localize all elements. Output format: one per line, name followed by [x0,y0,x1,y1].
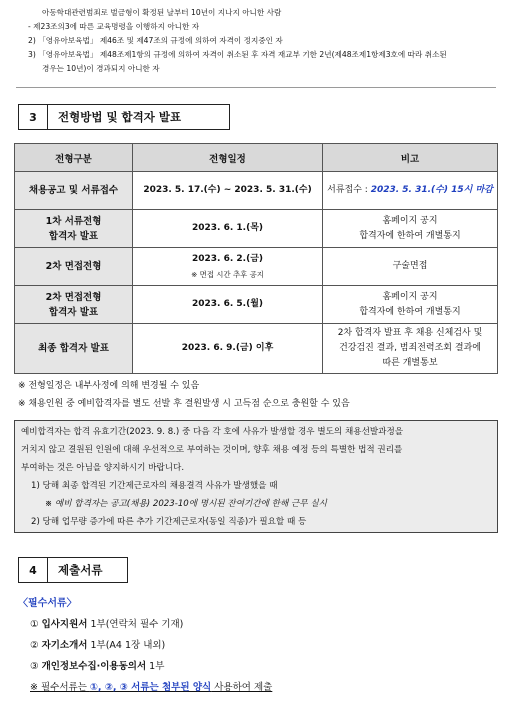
box-line: ※ 예비 합격자는 공고(채용) 2023-10에 명시된 잔여기간에 한해 근무 실시 [45,499,327,509]
list-item [30,656,272,677]
table-cell [323,210,498,248]
table-cell [15,210,133,248]
table-row [15,248,498,286]
table-cell: 2023. 6. 5.(월) [133,286,323,324]
divider [16,87,496,88]
section-number: 3 [18,104,48,130]
section-4-header [18,557,128,583]
note-emph: ①, ②, ③ 서류는 첨부된 양식 [89,682,212,693]
box-line: 1) 당해 최종 합격된 기간제근로자의 채용결격 사유가 발생했을 때 [31,481,278,491]
note-part: ※ 필수서류는 [30,682,90,693]
item-desc: 1부 [146,661,165,672]
column-header: 전형일정 [133,144,323,172]
item-name: 입사지원서 [41,619,88,630]
required-docs-note [30,677,272,698]
table-cell: 채용공고 및 서류접수 [15,172,133,210]
table-row [15,324,498,374]
cell-line: 2차 면접전형 [45,291,102,303]
cell-line: 건강검진 결과, 범죄전력조회 결과에 [339,343,481,353]
note-line: ※ 채용인원 중 예비합격자를 별도 선발 후 결원발생 시 고득점 순으로 충원할 수 있음 [18,399,350,409]
table-cell: 2023. 6. 1.(목) [133,210,323,248]
box-line: 예비합격자는 합격 유효기간(2023. 9. 8.) 중 다음 각 호에 사유가 발생할 경우 별도의 채용선발과정을 [21,427,404,437]
table-cell: 2차 면접전형 [15,248,133,286]
cell-line: 합격자에 한하여 개별통지 [359,230,461,241]
section-title: 제출서류 [48,557,128,583]
top-note-line: 2) 「영유아보육법」 제46조 및 제47조의 규정에 의하여 자격이 정지중인 자 [28,36,283,45]
item-name: 개인정보수집·이용동의서 [41,661,147,672]
cell-line: 따른 개별통보 [382,358,438,368]
table-cell [323,172,498,210]
table-cell [323,286,498,324]
table-cell: 구술면접 [323,248,498,286]
cell-line: 합격자 발표 [48,306,99,318]
required-docs-heading: 〈필수서류〉 [18,598,77,609]
box-line: 부여하는 것은 아님을 양지하시기 바랍니다. [21,463,185,473]
table-cell [133,248,323,286]
table-cell [323,324,498,374]
cell-line: 홈페이지 공지 [382,215,438,226]
table-header-row [15,144,498,172]
schedule-table [14,143,498,374]
item-desc: 1부(연락처 필수 기재) [87,619,184,630]
table-row [15,286,498,324]
item-desc: 1부(A4 1장 내외) [87,640,166,651]
cell-line: 홈페이지 공지 [382,291,438,302]
item-mark: ② [30,640,39,651]
note-line: ※ 전형일정은 내부사정에 의해 변경될 수 있음 [18,381,200,391]
table-row [15,210,498,248]
box-line: 2) 당해 업무량 증가에 따른 추가 기간제근로자(동일 직종)가 필요할 때 등 [31,517,307,527]
table-cell [15,286,133,324]
reserve-candidate-box [14,420,498,533]
cell-line: 합격자 발표 [48,230,99,242]
list-item [30,635,272,656]
item-mark: ③ [30,661,39,672]
cell-line: ※ 면접 시간 추후 공지 [191,269,264,279]
section-number: 4 [18,557,48,583]
note-text: 서류접수 : [327,185,371,195]
deadline-text: 2023. 5. 31.(수) 15시 마감 [370,185,493,195]
column-header: 비고 [323,144,498,172]
schedule-notes [18,377,350,413]
cell-line: 2차 합격자 발표 후 채용 신체검사 및 [337,328,483,338]
top-note-line: 경우는 10년)이 경과되지 아니한 자 [42,64,160,73]
table-row [15,172,498,210]
cell-line: 2023. 6. 2.(금) [191,253,264,264]
item-name: 자기소개서 [41,640,88,651]
required-docs-list [30,614,272,698]
list-item [30,614,272,635]
top-note-line: 3) 「영유아보육법」 제48조제1항의 규정에 의하여 자격이 취소된 후 자격 재교부 기한 2년(제48조제1항제3호에 따라 취소된 [28,50,447,59]
box-line: 거치지 않고 결원된 인원에 대해 우선적으로 부여하는 것이며, 향후 채용 예정 등의 특별한 법적 권리를 [21,445,403,455]
top-note-line: - 제23조의3에 따른 교육명령을 이행하지 아니한 자 [28,22,200,31]
section-title: 전형방법 및 합격자 발표 [48,104,230,130]
column-header: 전형구분 [15,144,133,172]
item-mark: ① [30,619,39,630]
top-note-line: 아동학대관련범죄로 벌금형이 확정된 날부터 10년이 지나지 아니한 사람 [42,8,282,17]
note-part: 사용하여 제출 [211,682,273,693]
top-notes [28,6,502,76]
table-cell: 최종 합격자 발표 [15,324,133,374]
table-cell: 2023. 6. 9.(금) 이후 [133,324,323,374]
table-cell: 2023. 5. 17.(수) ~ 2023. 5. 31.(수) [133,172,323,210]
cell-line: 1차 서류전형 [45,215,102,227]
cell-line: 합격자에 한하여 개별통지 [359,306,461,317]
section-3-header [18,104,230,130]
